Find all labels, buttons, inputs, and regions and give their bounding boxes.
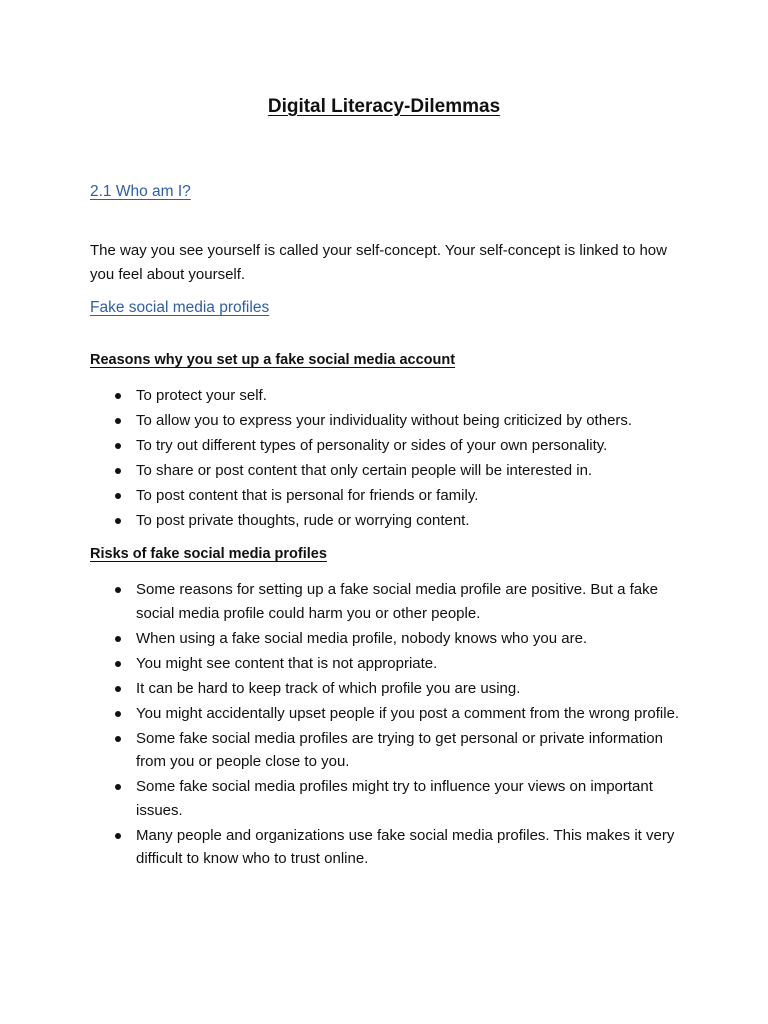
bullet-icon bbox=[115, 443, 121, 449]
list-item bbox=[112, 434, 692, 458]
list-item bbox=[112, 509, 692, 533]
list-item-text: To post content that is personal for friends or family. bbox=[136, 487, 479, 504]
document-title: Digital Literacy-Dilemmas bbox=[267, 96, 501, 117]
list-item-text: You might accidentally upset people if you post a comment from the wrong profile. bbox=[136, 704, 680, 722]
list-item bbox=[112, 824, 692, 871]
list-item-text: To try out different types of personality or sides of your own personality. bbox=[136, 437, 608, 454]
list-item bbox=[112, 727, 692, 774]
bullet-icon bbox=[115, 711, 121, 717]
list-item-text: Many people and organizations use fake social media profiles. This makes it very difficult to know who to trust online. bbox=[136, 826, 675, 867]
list-item-text: Some fake social media profiles might try to influence your views on important issues. bbox=[136, 778, 653, 819]
intro-paragraph: The way you see yourself is called your self-concept. Your self-concept is linked to how you feel about yourself. bbox=[90, 242, 667, 283]
bullet-icon bbox=[115, 418, 121, 424]
bullet-icon bbox=[115, 736, 121, 742]
bullet-icon bbox=[115, 784, 121, 790]
risks-list bbox=[112, 578, 692, 872]
fake-profiles-link[interactable]: Fake social media profiles bbox=[90, 299, 270, 316]
section-heading-who-am-i: 2.1 Who am I? bbox=[90, 183, 191, 200]
bullet-icon bbox=[115, 636, 121, 642]
list-item-text: To protect your self. bbox=[136, 387, 267, 404]
reasons-list bbox=[112, 384, 692, 534]
bullet-icon bbox=[115, 686, 121, 692]
risks-heading: Risks of fake social media profiles bbox=[90, 546, 327, 562]
bullet-icon bbox=[115, 587, 121, 593]
list-item-text: To share or post content that only certain people will be interested in. bbox=[136, 462, 593, 479]
bullet-icon bbox=[115, 493, 121, 499]
list-item bbox=[112, 702, 692, 726]
list-item bbox=[112, 775, 692, 822]
list-item-text: Some fake social media profiles are trying to get personal or private information from you or people close to you. bbox=[136, 729, 663, 770]
list-item bbox=[112, 677, 692, 701]
list-item-text: To allow you to express your individuality without being criticized by others. bbox=[136, 412, 633, 429]
bullet-icon bbox=[115, 468, 121, 474]
bullet-icon bbox=[115, 518, 121, 524]
list-item-text: It can be hard to keep track of which profile you are using. bbox=[136, 679, 521, 697]
list-item-text: To post private thoughts, rude or worrying content. bbox=[136, 512, 470, 529]
bullet-icon bbox=[115, 661, 121, 667]
list-item bbox=[112, 578, 692, 625]
list-item bbox=[112, 409, 692, 433]
list-item-text: Some reasons for setting up a fake social media profile are positive. But a fake social media profile could harm you or other people. bbox=[136, 581, 658, 622]
list-item bbox=[112, 627, 692, 651]
list-item bbox=[112, 652, 692, 676]
bullet-icon bbox=[115, 833, 121, 839]
list-item bbox=[112, 484, 692, 508]
list-item bbox=[112, 384, 692, 408]
bullet-icon bbox=[115, 393, 121, 399]
list-item-text: You might see content that is not appropriate. bbox=[136, 654, 438, 672]
list-item-text: When using a fake social media profile, nobody knows who you are. bbox=[136, 629, 588, 647]
list-item bbox=[112, 459, 692, 483]
reasons-heading: Reasons why you set up a fake social media account bbox=[90, 352, 456, 368]
